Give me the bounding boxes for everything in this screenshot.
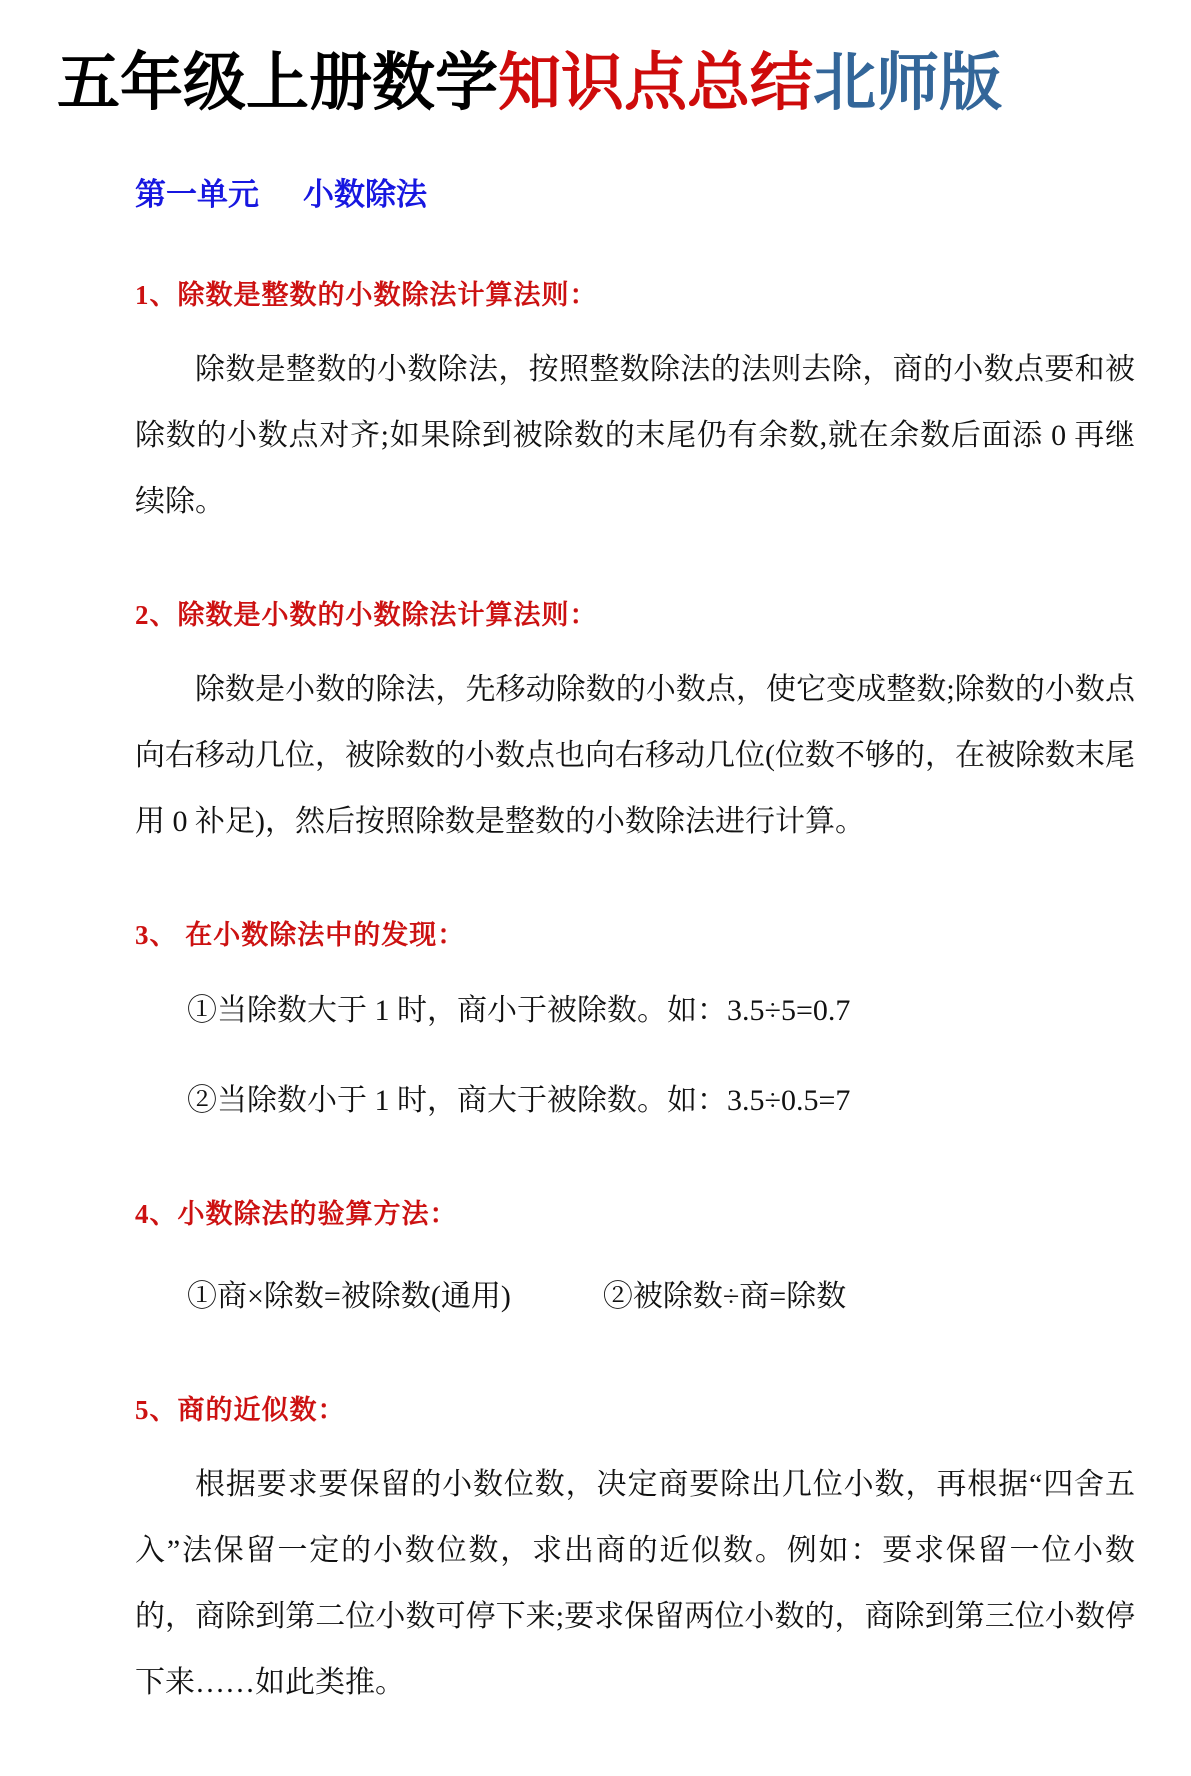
section-4 [135,1196,1135,1330]
section-4-heading: 4、小数除法的验算方法： [135,1199,458,1230]
section-3-item-1: ①当除数大于 1 时，商小于被除数。如：3.5÷5=0.7 [187,994,851,1028]
title-part-summary: 知识点总结 [498,48,813,118]
document-title [57,44,1135,123]
section-2-heading: 2、除数是小数的小数除法计算法则： [135,599,598,630]
section-3 [135,917,1135,1135]
unit-heading [135,175,1135,215]
section-1-heading: 1、除数是整数的小数除法计算法则： [135,280,598,311]
unit-name: 小数除法 [303,176,427,212]
unit-number: 第一单元 [135,176,259,212]
section-3-item-2: ②当除数小于 1 时，商大于被除数。如：3.5÷0.5=7 [187,1084,851,1118]
section-1 [135,277,1135,535]
title-part-grade: 五年级上册数学 [57,48,498,118]
section-4-formula-2: ②被除数÷商=除数 [602,1280,847,1314]
title-part-edition: 北师版 [813,48,1002,118]
section-1-paragraph: 除数是整数的小数除法，按照整数除法的法则去除，商的小数点要和被除数的小数点对齐;如果除到被除数的末尾仍有余数,就在余数后面添 0 再继续除。 [135,352,1135,518]
section-2 [135,597,1135,855]
section-4-formula-1: ①商×除数=被除数(通用) [187,1280,511,1314]
document-body [135,175,1135,1716]
section-5-paragraph: 根据要求要保留的小数位数，决定商要除出几位小数，再根据“四舍五入”法保留一定的小数位数，求出商的近似数。例如：要求保留一位小数的，商除到第二位小数可停下来;要求保留两位小数的，商除到第三位小数停下来……如此类推。 [135,1468,1135,1700]
section-3-heading: 3、 在小数除法中的发现： [135,919,466,950]
section-4-formulas [135,1264,1135,1330]
section-2-paragraph: 除数是小数的除法，先移动除数的小数点，使它变成整数;除数的小数点向右移动几位，被除数的小数点也向右移动几位(位数不够的，在被除数末尾用 0 补足)，然后按照除数是整数的小数除法进行计算。 [135,672,1135,838]
section-5 [135,1392,1135,1716]
section-5-heading: 5、商的近似数： [135,1395,346,1426]
